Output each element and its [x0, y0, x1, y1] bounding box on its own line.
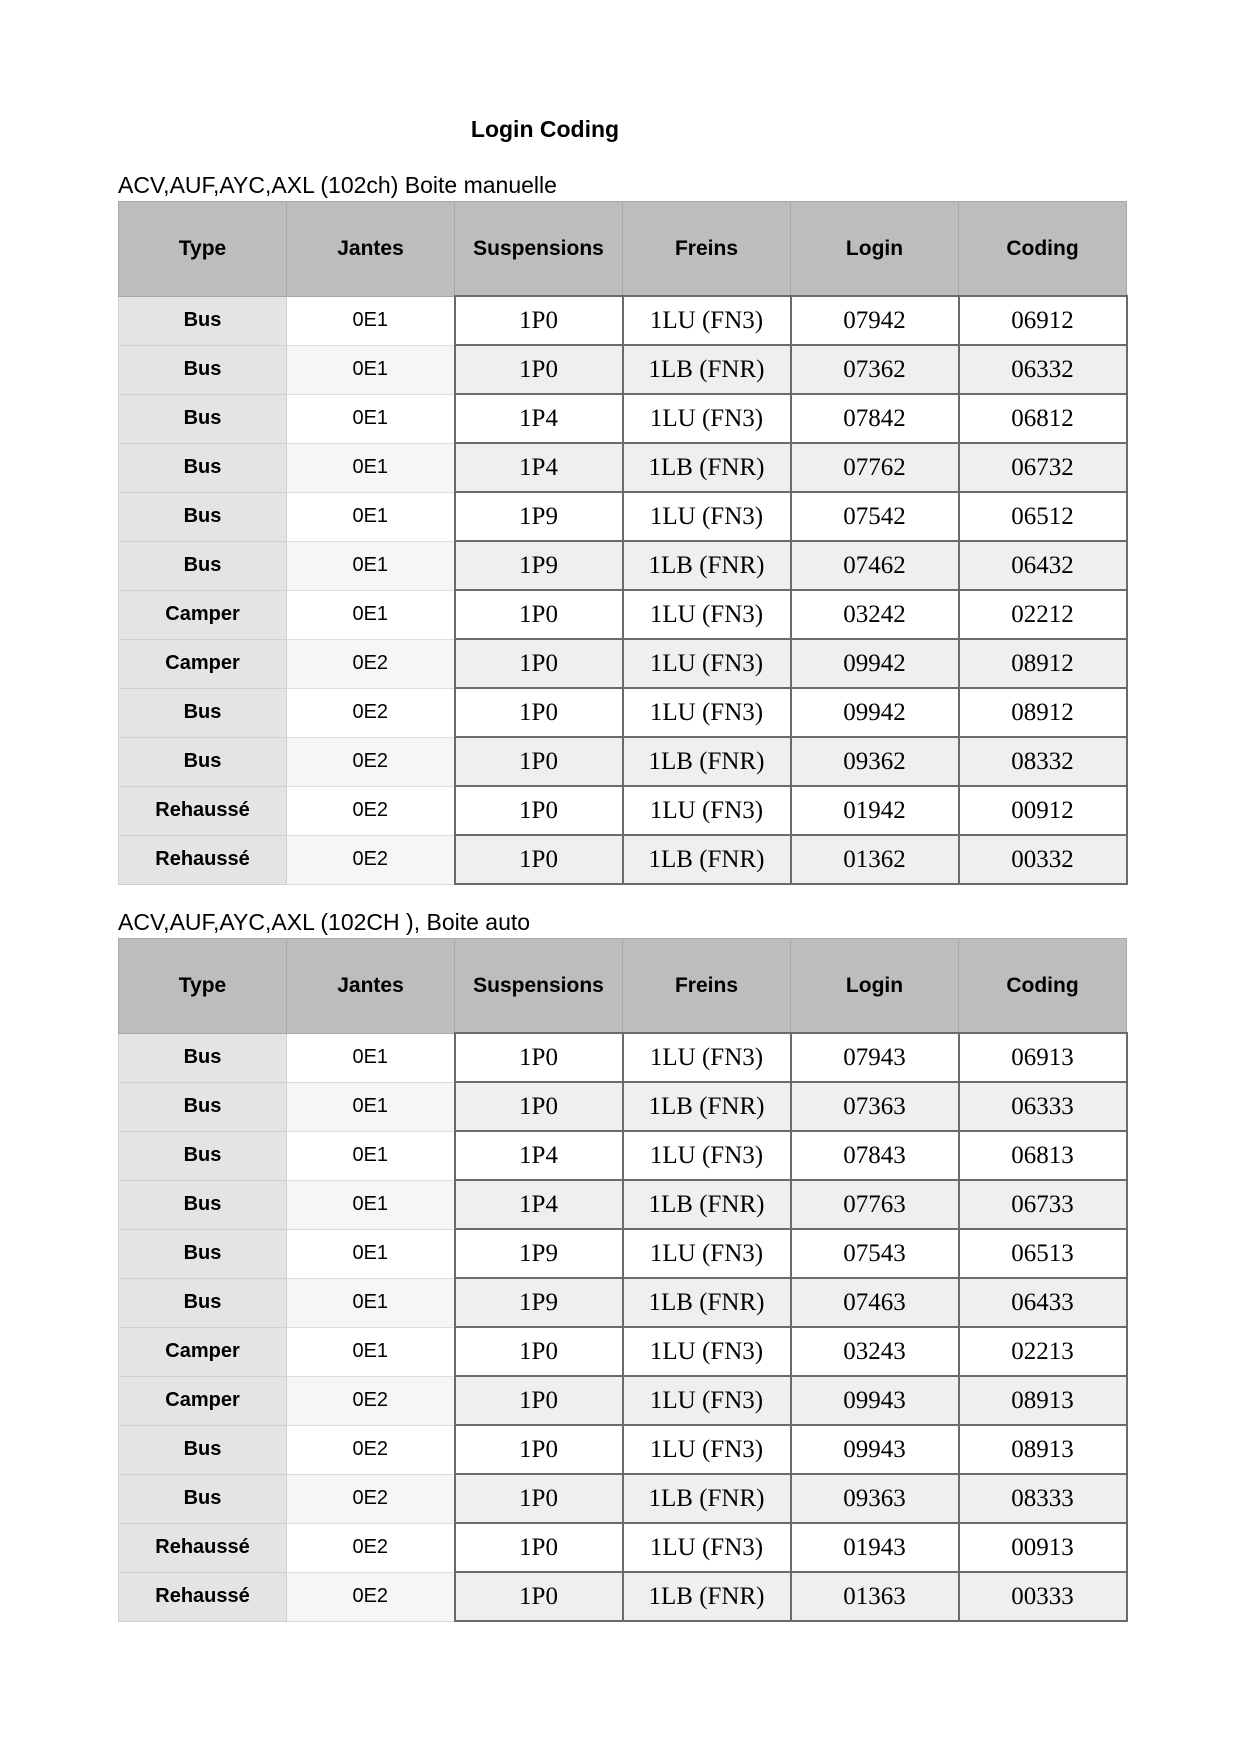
cell-freins: 1LU (FN3): [623, 639, 791, 688]
cell-freins: 1LU (FN3): [623, 1523, 791, 1572]
cell-jantes: 0E2: [287, 786, 455, 835]
cell-suspensions: 1P0: [455, 688, 623, 737]
cell-freins: 1LB (FNR): [623, 737, 791, 786]
cell-login: 07363: [791, 1082, 959, 1131]
column-header-jantes: Jantes: [287, 202, 455, 297]
table-row: [119, 443, 1127, 492]
column-header-freins: Freins: [623, 202, 791, 297]
table-row: [119, 1425, 1127, 1474]
cell-login: 09943: [791, 1425, 959, 1474]
cell-login: 07843: [791, 1131, 959, 1180]
cell-freins: 1LU (FN3): [623, 492, 791, 541]
table-row: [119, 786, 1127, 835]
table-header-row: [119, 202, 1127, 297]
column-header-coding: Coding: [959, 939, 1127, 1034]
cell-login: 01362: [791, 835, 959, 884]
cell-coding: 02213: [959, 1327, 1127, 1376]
cell-type: Bus: [119, 737, 287, 786]
cell-suspensions: 1P4: [455, 443, 623, 492]
cell-suspensions: 1P0: [455, 1572, 623, 1621]
cell-login: 07762: [791, 443, 959, 492]
cell-coding: 08913: [959, 1425, 1127, 1474]
cell-jantes: 0E1: [287, 1082, 455, 1131]
cell-suspensions: 1P9: [455, 492, 623, 541]
cell-login: 07462: [791, 541, 959, 590]
cell-coding: 06733: [959, 1180, 1127, 1229]
cell-freins: 1LU (FN3): [623, 394, 791, 443]
cell-jantes: 0E2: [287, 1523, 455, 1572]
manual-gearbox-table: [118, 201, 1128, 885]
cell-jantes: 0E2: [287, 1474, 455, 1523]
cell-freins: 1LU (FN3): [623, 688, 791, 737]
cell-coding: 06513: [959, 1229, 1127, 1278]
cell-jantes: 0E1: [287, 1229, 455, 1278]
cell-suspensions: 1P0: [455, 590, 623, 639]
page-title: Login Coding: [470, 116, 620, 142]
table-row: [119, 835, 1127, 884]
cell-suspensions: 1P0: [455, 737, 623, 786]
cell-freins: 1LB (FNR): [623, 1474, 791, 1523]
table-row: [119, 1327, 1127, 1376]
table-row: [119, 1474, 1127, 1523]
cell-type: Bus: [119, 443, 287, 492]
table-row: [119, 590, 1127, 639]
cell-login: 01942: [791, 786, 959, 835]
cell-jantes: 0E1: [287, 443, 455, 492]
column-header-coding: Coding: [959, 202, 1127, 297]
cell-freins: 1LU (FN3): [623, 296, 791, 345]
cell-type: Bus: [119, 688, 287, 737]
cell-suspensions: 1P9: [455, 1229, 623, 1278]
cell-login: 07463: [791, 1278, 959, 1327]
table-row: [119, 345, 1127, 394]
table-row: [119, 737, 1127, 786]
cell-coding: 00333: [959, 1572, 1127, 1621]
cell-coding: 00913: [959, 1523, 1127, 1572]
cell-freins: 1LB (FNR): [623, 835, 791, 884]
cell-jantes: 0E1: [287, 1180, 455, 1229]
cell-freins: 1LU (FN3): [623, 1376, 791, 1425]
cell-freins: 1LB (FNR): [623, 541, 791, 590]
cell-freins: 1LU (FN3): [623, 786, 791, 835]
cell-freins: 1LU (FN3): [623, 590, 791, 639]
cell-type: Bus: [119, 1425, 287, 1474]
cell-suspensions: 1P0: [455, 296, 623, 345]
cell-coding: 06433: [959, 1278, 1127, 1327]
cell-jantes: 0E1: [287, 541, 455, 590]
cell-login: 07942: [791, 296, 959, 345]
cell-type: Bus: [119, 541, 287, 590]
cell-type: Bus: [119, 394, 287, 443]
table-row: [119, 541, 1127, 590]
cell-coding: 06732: [959, 443, 1127, 492]
cell-jantes: 0E1: [287, 345, 455, 394]
cell-type: Camper: [119, 1327, 287, 1376]
cell-type: Bus: [119, 1082, 287, 1131]
cell-jantes: 0E1: [287, 1033, 455, 1082]
cell-login: 07543: [791, 1229, 959, 1278]
cell-suspensions: 1P0: [455, 1327, 623, 1376]
table-row: [119, 1278, 1127, 1327]
cell-jantes: 0E1: [287, 296, 455, 345]
table-row: [119, 1572, 1127, 1621]
column-header-type: Type: [119, 939, 287, 1034]
cell-suspensions: 1P0: [455, 639, 623, 688]
cell-coding: 06332: [959, 345, 1127, 394]
cell-type: Camper: [119, 590, 287, 639]
table-row: [119, 1229, 1127, 1278]
cell-login: 07362: [791, 345, 959, 394]
cell-login: 03243: [791, 1327, 959, 1376]
cell-coding: 08913: [959, 1376, 1127, 1425]
table-row: [119, 1131, 1127, 1180]
auto-gearbox-table: [118, 938, 1128, 1622]
cell-coding: 00332: [959, 835, 1127, 884]
table-row: [119, 492, 1127, 541]
table-row: [119, 1082, 1127, 1131]
column-header-suspensions: Suspensions: [455, 939, 623, 1034]
cell-suspensions: 1P9: [455, 1278, 623, 1327]
cell-type: Bus: [119, 1474, 287, 1523]
cell-login: 09942: [791, 688, 959, 737]
cell-coding: 06432: [959, 541, 1127, 590]
manual-gearbox-heading: ACV,AUF,AYC,AXL (102ch) Boite manuelle: [118, 172, 557, 198]
cell-suspensions: 1P0: [455, 1376, 623, 1425]
cell-coding: 08332: [959, 737, 1127, 786]
cell-jantes: 0E2: [287, 737, 455, 786]
cell-suspensions: 1P0: [455, 1033, 623, 1082]
cell-coding: 06812: [959, 394, 1127, 443]
cell-freins: 1LU (FN3): [623, 1425, 791, 1474]
table-row: [119, 1376, 1127, 1425]
cell-login: 07943: [791, 1033, 959, 1082]
cell-jantes: 0E2: [287, 1572, 455, 1621]
cell-login: 09942: [791, 639, 959, 688]
column-header-jantes: Jantes: [287, 939, 455, 1034]
cell-suspensions: 1P0: [455, 1523, 623, 1572]
cell-type: Bus: [119, 296, 287, 345]
cell-suspensions: 1P4: [455, 394, 623, 443]
cell-type: Rehaussé: [119, 786, 287, 835]
cell-coding: 06333: [959, 1082, 1127, 1131]
table-header-row: [119, 939, 1127, 1034]
table-row: [119, 394, 1127, 443]
cell-coding: 00912: [959, 786, 1127, 835]
cell-jantes: 0E2: [287, 639, 455, 688]
cell-type: Bus: [119, 492, 287, 541]
cell-type: Bus: [119, 1278, 287, 1327]
table-row: [119, 1180, 1127, 1229]
table-row: [119, 296, 1127, 345]
cell-freins: 1LB (FNR): [623, 1180, 791, 1229]
cell-jantes: 0E2: [287, 688, 455, 737]
cell-suspensions: 1P0: [455, 1474, 623, 1523]
auto-gearbox-heading: ACV,AUF,AYC,AXL (102CH ), Boite auto: [118, 909, 531, 935]
cell-type: Camper: [119, 1376, 287, 1425]
cell-jantes: 0E1: [287, 1278, 455, 1327]
cell-type: Rehaussé: [119, 1523, 287, 1572]
cell-freins: 1LU (FN3): [623, 1131, 791, 1180]
table-row: [119, 639, 1127, 688]
cell-jantes: 0E2: [287, 835, 455, 884]
cell-login: 09943: [791, 1376, 959, 1425]
cell-login: 07763: [791, 1180, 959, 1229]
cell-freins: 1LU (FN3): [623, 1033, 791, 1082]
column-header-login: Login: [791, 939, 959, 1034]
table-row: [119, 1033, 1127, 1082]
cell-jantes: 0E1: [287, 394, 455, 443]
cell-suspensions: 1P0: [455, 786, 623, 835]
cell-type: Bus: [119, 1033, 287, 1082]
cell-type: Bus: [119, 1180, 287, 1229]
cell-coding: 06813: [959, 1131, 1127, 1180]
cell-login: 09363: [791, 1474, 959, 1523]
cell-coding: 08912: [959, 688, 1127, 737]
cell-jantes: 0E1: [287, 492, 455, 541]
cell-suspensions: 1P0: [455, 345, 623, 394]
cell-type: Rehaussé: [119, 1572, 287, 1621]
cell-login: 01363: [791, 1572, 959, 1621]
cell-coding: 06912: [959, 296, 1127, 345]
cell-freins: 1LB (FNR): [623, 345, 791, 394]
cell-suspensions: 1P9: [455, 541, 623, 590]
cell-freins: 1LB (FNR): [623, 1278, 791, 1327]
cell-login: 07842: [791, 394, 959, 443]
cell-freins: 1LB (FNR): [623, 443, 791, 492]
cell-freins: 1LU (FN3): [623, 1327, 791, 1376]
cell-jantes: 0E1: [287, 1327, 455, 1376]
cell-login: 09362: [791, 737, 959, 786]
cell-coding: 08912: [959, 639, 1127, 688]
cell-login: 07542: [791, 492, 959, 541]
cell-coding: 08333: [959, 1474, 1127, 1523]
cell-freins: 1LB (FNR): [623, 1572, 791, 1621]
cell-type: Bus: [119, 345, 287, 394]
cell-login: 03242: [791, 590, 959, 639]
column-header-suspensions: Suspensions: [455, 202, 623, 297]
table-row: [119, 688, 1127, 737]
cell-login: 01943: [791, 1523, 959, 1572]
cell-suspensions: 1P4: [455, 1131, 623, 1180]
cell-jantes: 0E1: [287, 1131, 455, 1180]
cell-type: Rehaussé: [119, 835, 287, 884]
column-header-type: Type: [119, 202, 287, 297]
cell-jantes: 0E2: [287, 1376, 455, 1425]
cell-type: Camper: [119, 639, 287, 688]
cell-coding: 02212: [959, 590, 1127, 639]
cell-suspensions: 1P0: [455, 1082, 623, 1131]
cell-coding: 06913: [959, 1033, 1127, 1082]
cell-jantes: 0E1: [287, 590, 455, 639]
cell-type: Bus: [119, 1229, 287, 1278]
cell-suspensions: 1P0: [455, 1425, 623, 1474]
cell-type: Bus: [119, 1131, 287, 1180]
column-header-login: Login: [791, 202, 959, 297]
cell-freins: 1LU (FN3): [623, 1229, 791, 1278]
cell-jantes: 0E2: [287, 1425, 455, 1474]
column-header-freins: Freins: [623, 939, 791, 1034]
table-row: [119, 1523, 1127, 1572]
cell-suspensions: 1P4: [455, 1180, 623, 1229]
cell-freins: 1LB (FNR): [623, 1082, 791, 1131]
cell-suspensions: 1P0: [455, 835, 623, 884]
cell-coding: 06512: [959, 492, 1127, 541]
